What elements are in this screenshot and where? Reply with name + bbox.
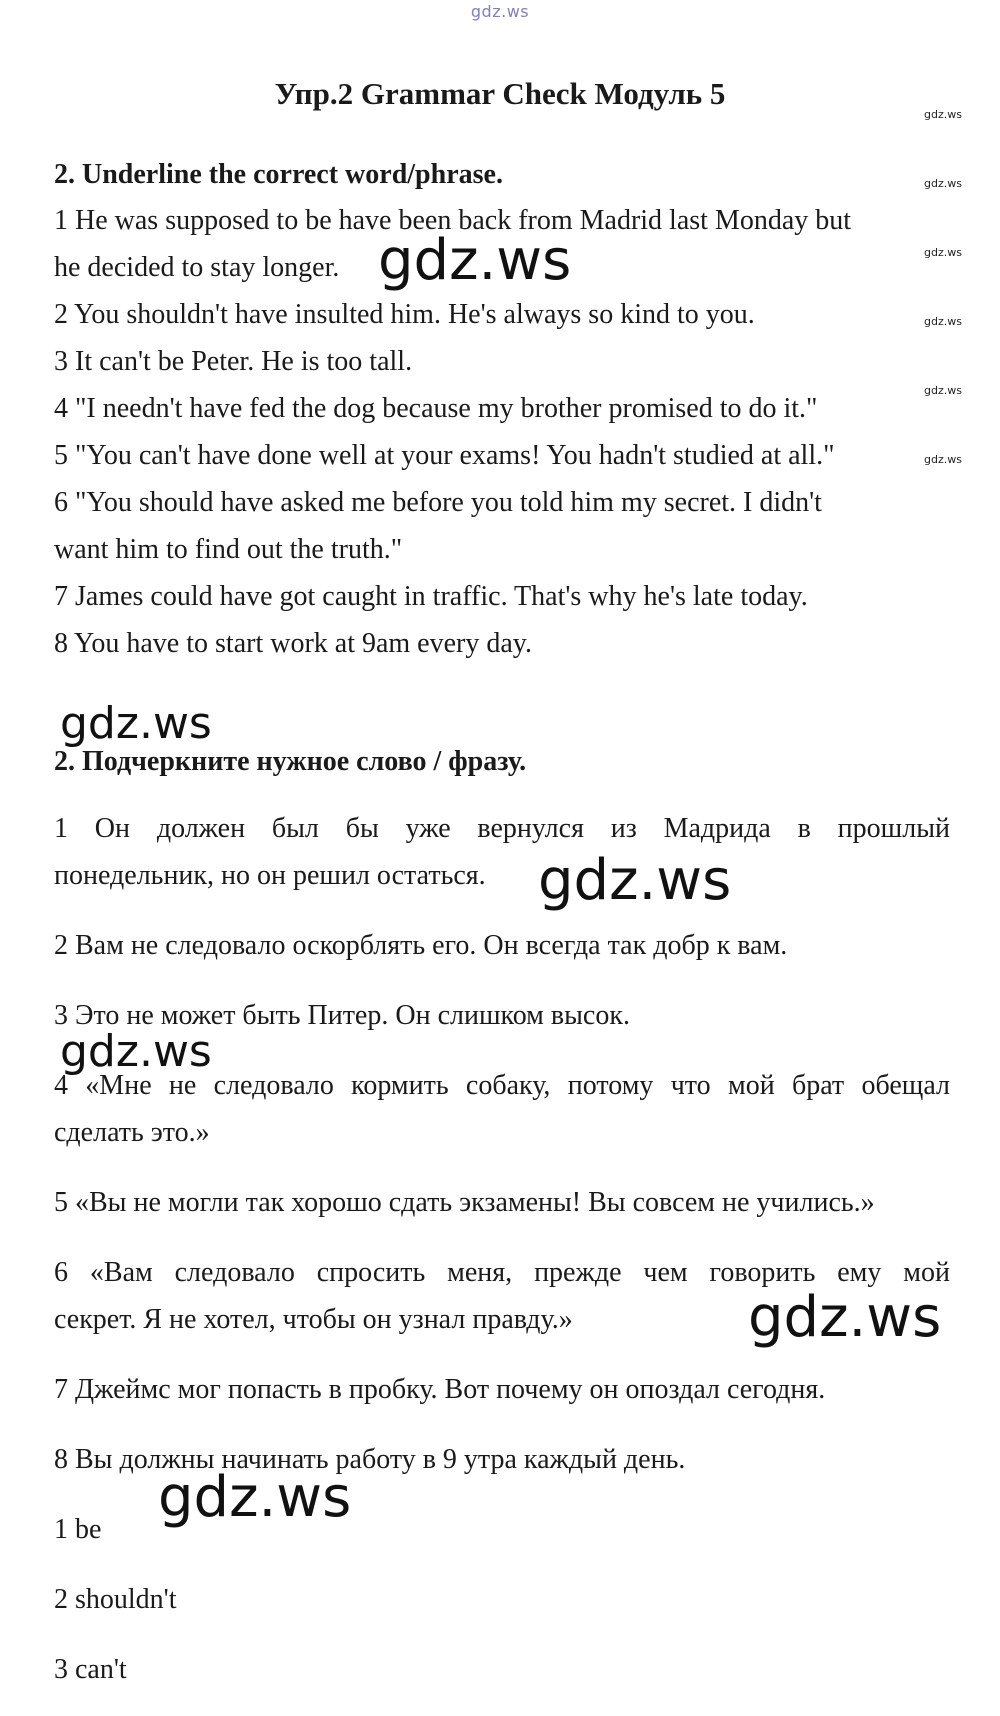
english-line: 5 "You can't have done well at your exams! You hadn't studied at all." — [54, 440, 835, 471]
large-watermark: gdz.ws — [60, 698, 212, 749]
side-watermark: gdz.ws — [924, 315, 962, 328]
russian-item-line: 3 Это не может быть Питер. Он слишком высок. — [54, 1000, 630, 1031]
russian-item-line: секрет. Я не хотел, чтобы он узнал правду.» — [54, 1304, 573, 1335]
english-heading: 2. Underline the correct word/phrase. — [54, 159, 503, 190]
english-line: he decided to stay longer. — [54, 252, 340, 283]
russian-item-line: 7 Джеймс мог попасть в пробку. Вот почему он опоздал сегодня. — [54, 1374, 826, 1405]
large-watermark: gdz.ws — [378, 228, 572, 293]
russian-item-line: 1 Он должен был бы уже вернулся из Мадрида в прошлый — [54, 813, 950, 844]
english-line: 8 You have to start work at 9am every day. — [54, 628, 532, 659]
side-watermark: gdz.ws — [924, 384, 962, 397]
russian-item-line: 6 «Вам следовало спросить меня, прежде чем говорить ему мой — [54, 1257, 950, 1288]
large-watermark: gdz.ws — [538, 848, 732, 913]
russian-item-line: 4 «Мне не следовало кормить собаку, потому что мой брат обещал — [54, 1070, 950, 1101]
english-line: 6 "You should have asked me before you told him my secret. I didn't — [54, 487, 822, 518]
top-watermark: gdz.ws — [470, 2, 530, 21]
russian-item-line: 2 Вам не следовало оскорблять его. Он всегда так добр к вам. — [54, 930, 788, 961]
side-watermark: gdz.ws — [924, 177, 962, 190]
answer-line: 2 shouldn't — [54, 1584, 177, 1615]
russian-item-line: 8 Вы должны начинать работу в 9 утра каждый день. — [54, 1444, 686, 1475]
large-watermark: gdz.ws — [60, 1026, 212, 1077]
english-line: 3 It can't be Peter. He is too tall. — [54, 346, 413, 377]
large-watermark: gdz.ws — [748, 1285, 942, 1350]
side-watermark: gdz.ws — [924, 108, 962, 121]
russian-item-line: 5 «Вы не могли так хорошо сдать экзамены! Вы совсем не учились.» — [54, 1187, 875, 1218]
english-line: want him to find out the truth." — [54, 534, 403, 565]
russian-heading: 2. Подчеркните нужное слово / фразу. — [54, 746, 527, 777]
english-line: 1 He was supposed to be have been back from Madrid last Monday but — [54, 205, 852, 236]
russian-item-line: понедельник, но он решил остаться. — [54, 860, 486, 891]
english-line: 2 You shouldn't have insulted him. He's always so kind to you. — [54, 299, 755, 330]
answer-line: 1 be — [54, 1514, 102, 1545]
side-watermark: gdz.ws — [924, 246, 962, 259]
answer-line: 3 can't — [54, 1654, 127, 1685]
page-title: Упр.2 Grammar Check Модуль 5 — [274, 76, 726, 111]
english-line: 7 James could have got caught in traffic. That's why he's late today. — [54, 581, 808, 612]
english-line: 4 "I needn't have fed the dog because my brother promised to do it." — [54, 393, 818, 424]
large-watermark: gdz.ws — [158, 1465, 352, 1530]
russian-item-line: сделать это.» — [54, 1117, 210, 1148]
side-watermark: gdz.ws — [924, 453, 962, 466]
